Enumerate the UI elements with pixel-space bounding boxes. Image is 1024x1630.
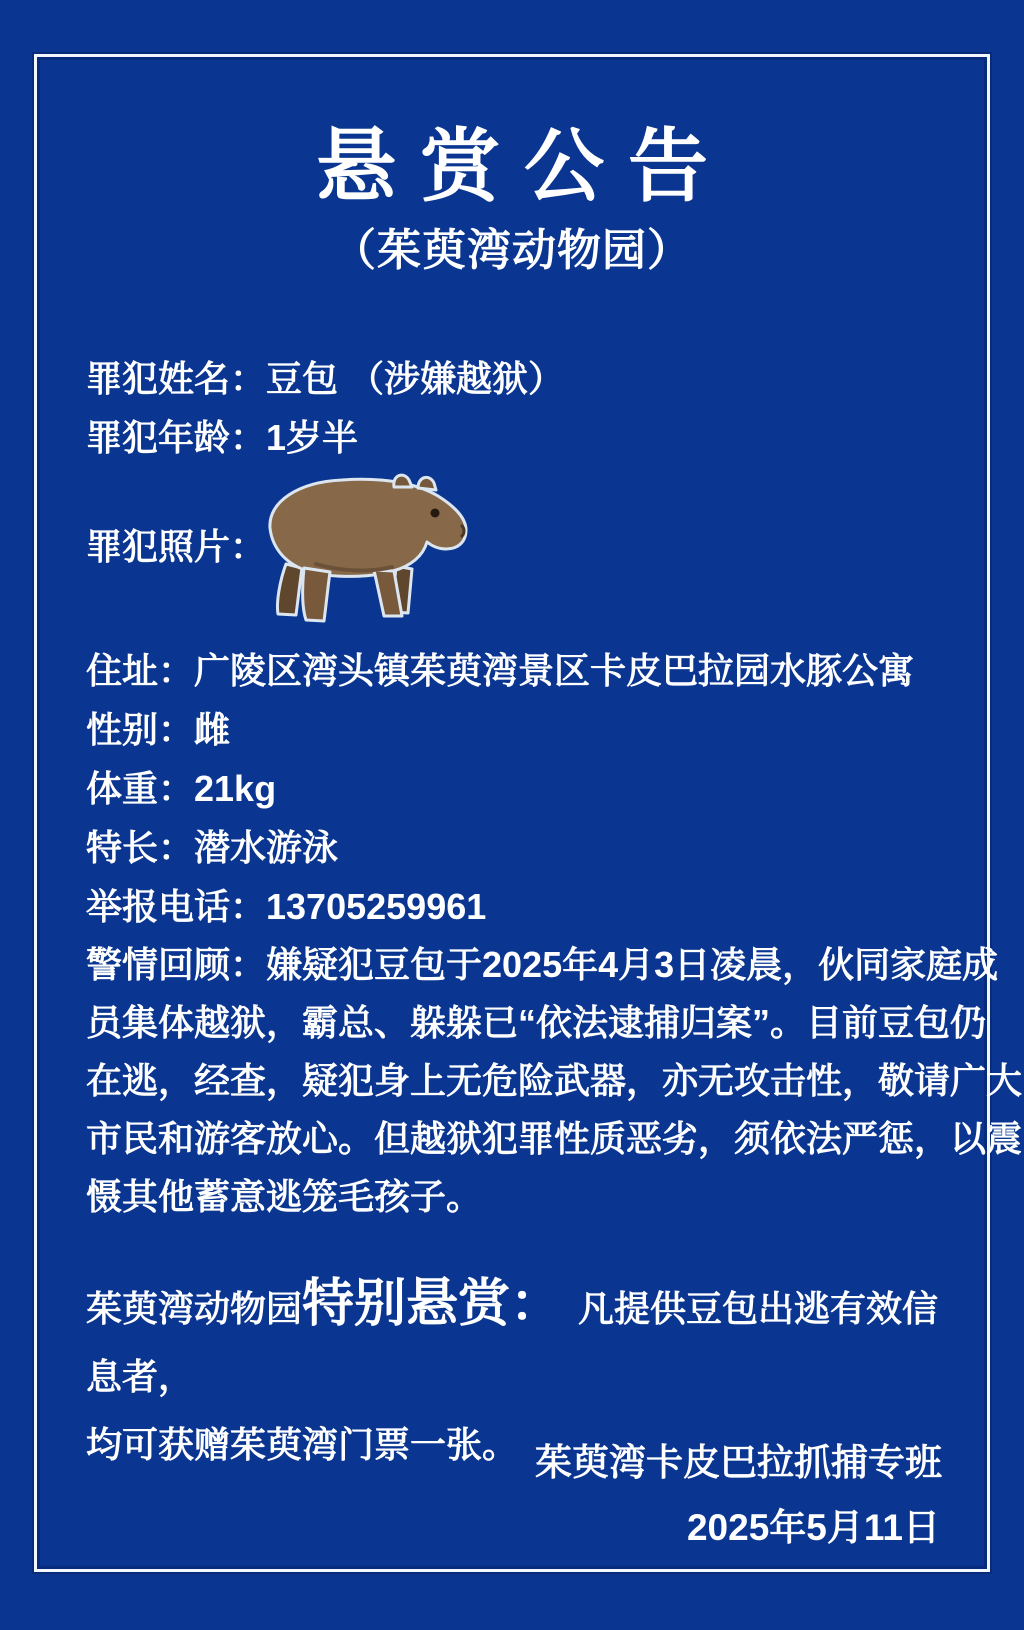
report-line-5: 慑其他蓄意逃笼毛孩子。 [86,1176,483,1217]
field-value-age: 1岁半 [266,417,359,458]
reward-text-line2: 均可获赠茱萸湾门票一张。 [86,1424,519,1465]
field-label-photo: 罪犯照片： [86,526,267,567]
field-row-sex [86,709,230,750]
field-row-address [86,650,914,691]
report-line-3: 在逃，经查，疑犯身上无危险武器，亦无攻击性，敬请广大 [86,1060,1023,1101]
report-line-2: 员集体越狱，霸总、躲躲已“依法逮捕归案”。目前豆包仍 [86,1002,987,1043]
field-row-name [86,358,564,399]
field-label-sex: 性别： [86,709,195,750]
report-line-1: 警情回顾：嫌疑犯豆包于2025年4月3日凌晨，伙同家庭成 [86,944,999,985]
suspect-photo-capybara-icon [246,464,474,628]
field-label-address: 住址： [86,650,195,691]
field-label-weight: 体重： [86,768,195,809]
poster-title: 悬赏公告 [316,122,732,211]
field-value-weight: 21kg [194,768,277,809]
poster-subtitle: （茱萸湾动物园） [332,226,692,275]
report-paragraph [86,936,1023,1226]
field-row-hotline [86,886,486,927]
field-label-hotline: 举报电话： [86,886,267,927]
field-row-weight [86,768,276,809]
reward-prefix: 茱萸湾动物园 [86,1288,303,1329]
capybara-eye [431,509,440,518]
report-line-4: 市民和游客放心。但越狱犯罪性质恶劣，须依法严惩，以震 [86,1118,1023,1159]
field-value-sex: 雌 [194,709,231,750]
field-value-address: 广陵区湾头镇茱萸湾景区卡皮巴拉园水豚公寓 [194,650,915,691]
reward-text-line1: 凡提供豆包出逃有效信息者， [86,1288,939,1397]
signature-date: 2025年5月11日 [686,1507,940,1548]
field-row-photo [86,526,266,567]
field-value-name: 豆包 （涉嫌越狱） [266,358,565,399]
reward-highlight-label: 特别悬赏： [302,1275,563,1333]
field-row-age [86,417,358,458]
field-label-age: 罪犯年龄： [86,417,267,458]
field-value-skill: 潜水游泳 [194,827,339,868]
field-row-skill [86,827,338,868]
field-label-name: 罪犯姓名： [86,358,267,399]
signature-org: 茱萸湾卡皮巴拉抓捕专班 [535,1442,942,1483]
field-value-hotline: 13705259961 [266,886,487,927]
field-label-skill: 特长： [86,827,195,868]
